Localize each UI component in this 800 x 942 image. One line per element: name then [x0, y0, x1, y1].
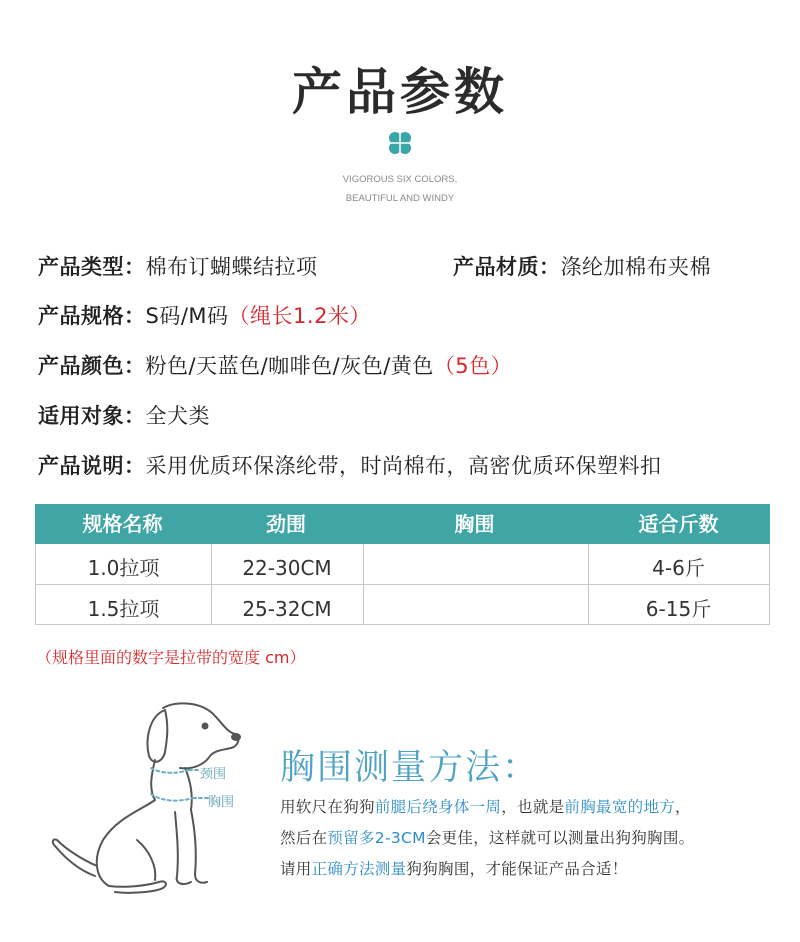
param-color-key: 产品颜色： — [38, 354, 146, 378]
measure-text: 用软尺在狗狗 — [280, 798, 375, 816]
header-chest: 胸围 — [454, 512, 495, 536]
param-spec-key: 产品规格： — [38, 304, 146, 328]
cell-weight: 4-6斤 — [652, 556, 705, 580]
cell-chest — [363, 585, 588, 625]
param-color — [38, 350, 512, 380]
header-weight: 适合斤数 — [638, 512, 719, 536]
tagline-line-1: VIGOROUS SIX COLORS, — [342, 174, 458, 185]
measure-title: 胸围测量方法： — [280, 748, 540, 788]
table-row — [36, 584, 769, 625]
measure-text: 狗狗胸围，才能保证产品合适！ — [406, 860, 628, 878]
size-table — [35, 504, 770, 626]
measure-line-2 — [280, 826, 694, 848]
param-color-value: 粉色/天蓝色/咖啡色/灰色/黄色 — [145, 354, 434, 378]
table-row — [36, 544, 769, 584]
cell-chest — [363, 544, 588, 584]
page-title: 产品参数 — [292, 63, 508, 121]
param-spec-value: S码/M码 — [145, 304, 229, 328]
measure-highlight: 前胸最宽的地方 — [564, 798, 676, 816]
param-spec-note: （绳长1.2米） — [228, 304, 371, 328]
tagline — [0, 170, 800, 208]
measure-text: 会更佳，这样就可以测量出狗狗胸围。 — [425, 829, 695, 847]
param-type-key: 产品类型： — [38, 255, 146, 279]
param-target-value: 全犬类 — [145, 404, 210, 428]
param-desc — [38, 450, 662, 480]
chest-label: 胸围 — [208, 795, 235, 810]
param-type — [38, 251, 318, 281]
header-spec-name: 规格名称 — [82, 512, 163, 536]
measure-text: 然后在 — [280, 829, 328, 847]
measure-text: ， — [675, 798, 691, 816]
cell-neck: 22-30CM — [242, 556, 332, 580]
param-material — [453, 251, 711, 281]
measure-text: ，也就是 — [501, 798, 565, 816]
param-type-value: 棉布订蝴蝶结拉项 — [145, 255, 318, 279]
cell-neck: 25-32CM — [242, 597, 332, 621]
table-header — [35, 504, 770, 544]
measure-highlight: 前腿后绕身体一周 — [374, 798, 502, 816]
param-spec — [38, 300, 371, 330]
neck-label: 颈围 — [200, 767, 227, 782]
header-neck: 劲围 — [266, 512, 306, 536]
param-target-key: 适用对象： — [38, 404, 146, 428]
cell-spec-name: 1.0拉项 — [87, 556, 160, 580]
param-desc-value: 采用优质环保涤纶带，时尚棉布，高密优质环保塑料扣 — [145, 454, 662, 478]
clover-icon — [385, 128, 415, 158]
measure-text: 请用 — [280, 860, 312, 878]
cell-spec-name: 1.5拉项 — [87, 597, 160, 621]
param-material-value: 涤纶加棉布夹棉 — [560, 255, 711, 279]
param-material-key: 产品材质： — [453, 255, 561, 279]
param-color-note: （5色） — [433, 354, 513, 378]
measure-highlight: 预留多2-3CM — [327, 829, 426, 847]
param-target — [38, 400, 210, 430]
measure-line-1 — [280, 795, 691, 817]
tagline-line-2: BEAUTIFUL AND WINDY — [345, 193, 455, 204]
param-desc-key: 产品说明： — [38, 454, 146, 478]
measure-line-3 — [280, 857, 628, 879]
cell-weight: 6-15斤 — [645, 597, 712, 621]
measure-highlight: 正确方法测量 — [311, 860, 407, 878]
table-note: （规格里面的数字是拉带的宽度 cm） — [36, 648, 306, 667]
table-body — [35, 544, 770, 625]
